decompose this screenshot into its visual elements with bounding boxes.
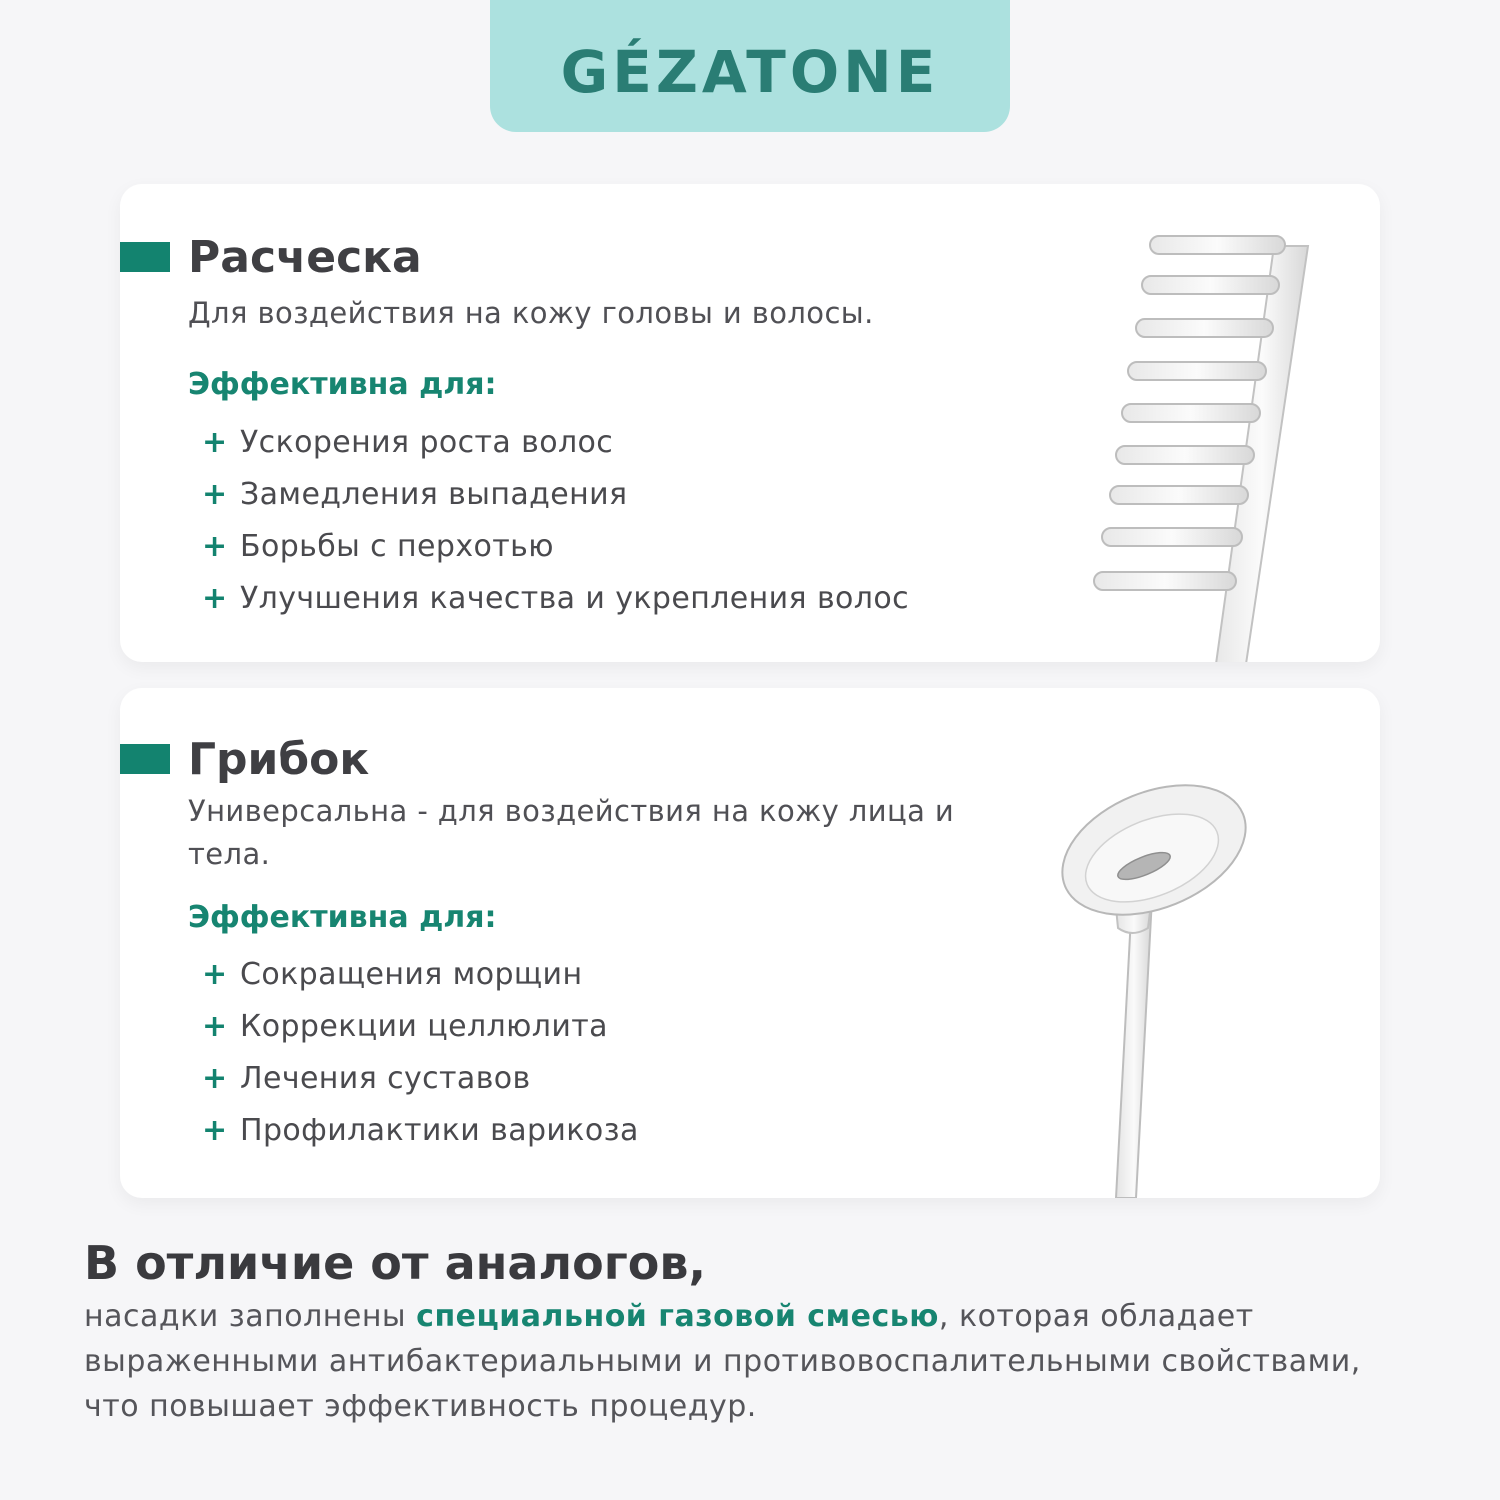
- brand-logo: GÉZATONE: [560, 38, 940, 106]
- card-title: Расческа: [188, 232, 422, 283]
- comb-electrode-icon: [1080, 224, 1320, 662]
- plus-icon: +: [202, 476, 228, 512]
- list-item: + Лечения суставов: [202, 1060, 531, 1096]
- plus-icon: +: [202, 1060, 228, 1096]
- bottom-title: В отличие от аналогов,: [84, 1236, 706, 1290]
- list-item: + Сокращения морщин: [202, 956, 583, 992]
- plus-icon: +: [202, 1112, 228, 1148]
- effective-label: Эффективна для:: [188, 900, 497, 935]
- list-item: + Борьбы с перхотью: [202, 528, 554, 564]
- plus-icon: +: [202, 1008, 228, 1044]
- list-item: + Профилактики варикоза: [202, 1112, 639, 1148]
- plus-icon: +: [202, 956, 228, 992]
- section-marker: [120, 242, 170, 272]
- card-description: Для воздействия на кожу головы и волосы.: [188, 296, 874, 330]
- card-description: Универсальна - для воздействия на кожу лица и тела.: [188, 794, 955, 871]
- section-marker: [120, 744, 170, 774]
- benefit-list: [202, 948, 639, 1156]
- highlight-text: специальной газовой смесью: [416, 1299, 939, 1334]
- plus-icon: +: [202, 528, 228, 564]
- benefit-list: [202, 416, 909, 624]
- list-item: + Ускорения роста волос: [202, 424, 614, 460]
- mushroom-electrode-icon: [1040, 778, 1260, 1198]
- mushroom-card: [120, 688, 1380, 1198]
- plus-icon: +: [202, 424, 228, 460]
- plus-icon: +: [202, 580, 228, 616]
- list-item: + Замедления выпадения: [202, 476, 628, 512]
- logo-tab: [490, 0, 1010, 132]
- list-item: + Коррекции целлюлита: [202, 1008, 608, 1044]
- card-title: Грибок: [188, 734, 370, 785]
- comb-card: [120, 184, 1380, 662]
- list-item: + Улучшения качества и укрепления волос: [202, 580, 909, 616]
- bottom-text: насадки заполнены специальной газовой смесью, которая обладает выраженными антибактериальными и противовоспалительными свойствами, что повышает эффективность процедур.: [84, 1299, 1361, 1424]
- effective-label: Эффективна для:: [188, 367, 497, 402]
